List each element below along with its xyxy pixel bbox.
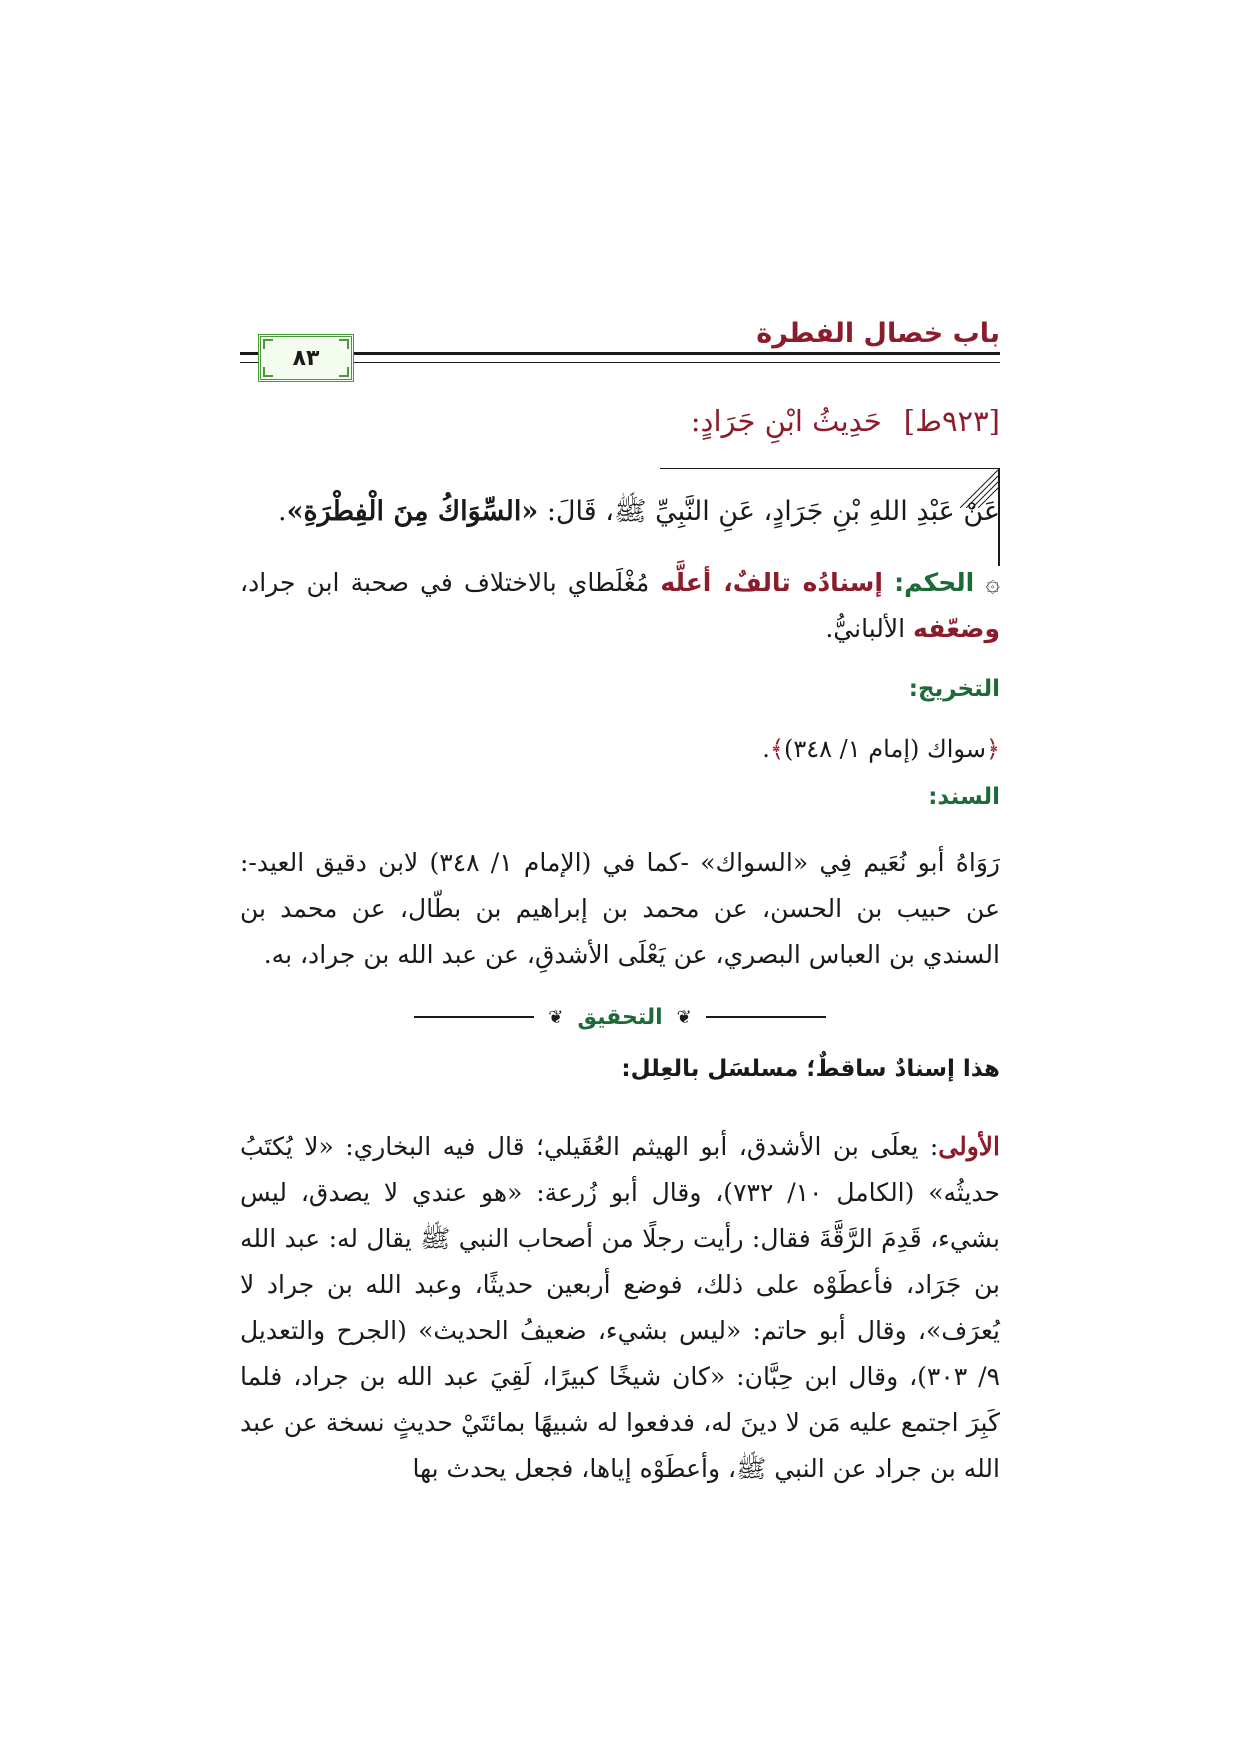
sanad-text: رَوَاهُ أبو نُعَيم فِي «السواك» -كما في (الإمام ١/ ٣٤٨) لابن دقيق العيد-: عن حبيب بن الحسن، عن محمد بن إبراهيم بن بطّال، عن محمد بن السندي بن العباس البصري، عن يَعْلَى الأشدقِ، عن عبد الله بن جراد، به. xyxy=(240,848,1000,969)
header-rule-right-thin xyxy=(354,362,1000,363)
chapter-title: باب خصال الفطرة xyxy=(756,318,1000,349)
ornament-icon: ❦ xyxy=(548,1006,564,1028)
first-defect-label: الأولى xyxy=(938,1132,1000,1161)
takhrij-label: التخريج: xyxy=(908,676,1000,702)
header-rule-left-thin xyxy=(240,362,258,363)
tahqiq-summary: هذا إسنادٌ ساقطٌ؛ مسلسَل بالعِلل: xyxy=(621,1056,1000,1082)
sanad-label: السند: xyxy=(928,784,1000,810)
header-rule-left xyxy=(240,352,258,355)
flower-icon: ۞ xyxy=(985,568,1000,597)
ruling-paragraph xyxy=(240,560,1000,652)
header-rule-right xyxy=(354,352,1000,355)
bracket-close: ﴾ xyxy=(769,735,784,763)
hadith-heading xyxy=(691,404,1000,438)
hadith-number: [٩٢٣ط] xyxy=(903,404,1000,438)
hadith-text xyxy=(240,490,1000,534)
ruling-verdict: إسنادُه تالفٌ، أعلَّه xyxy=(660,568,883,597)
ornament-icon: ❦ xyxy=(676,1006,692,1028)
page-number: ٨٣ xyxy=(292,345,320,371)
ruling-weakened: وضعّفه xyxy=(913,614,1000,643)
ruling-label: الحكم: xyxy=(894,568,975,597)
hadith-title: حَدِيثُ ابْنِ جَرَادٍ: xyxy=(690,404,882,438)
takhrij-text xyxy=(240,726,1000,772)
tahqiq-title: التحقيق xyxy=(577,1004,663,1030)
first-defect-text: : يعلَى بن الأشدق، أبو الهيثم العُقَيلي؛ قال فيه البخاري: «لا يُكتَبُ حديثُه» (الكامل ١٠/ ٧٣٢)، وقال أبو زُرعة: «هو عندي لا يصدق، ليس بشيء، قَدِمَ الرَّقَّةَ فقال: رأيت رجلًا من أصحاب النبي ﷺ يقال له: عبد الله بن جَرَاد، فأعطَوْه على ذلك، فوضع أربعين حديثًا، وعبد الله بن جراد لا يُعرَف»، وقال أبو حاتم: «ليس بشيء، ضعيفُ الحديث» (الجرح والتعديل ٩/ ٣٠٣)، وقال ابن حِبَّان: «كان شيخًا كبيرًا، لَقِيَ عبد الله بن جراد، فلما كَبِرَ اجتمع عليه مَن لا دينَ له، فدفعوا له شبيهًا بمائتَيْ حديثٍ نسخة عن عبد الله بن جراد عن النبي ﷺ، وأعطَوْه إياها، فجعل يحدث بها xyxy=(240,1132,1000,1483)
ruling-text-end: الألبانيُّ. xyxy=(825,614,914,643)
hadith-text-prefix: عَنْ عَبْدِ اللهِ بْنِ جَرَادٍ، عَنِ النَّبِيِّ ﷺ، قَالَ: xyxy=(538,496,1000,527)
hadith-text-end: . xyxy=(277,496,287,527)
takhrij-end: . xyxy=(762,735,770,763)
page-number-badge xyxy=(258,334,354,382)
first-defect-paragraph xyxy=(240,1124,1000,1492)
ruling-text: مُغْلَطاي بالاختلاف في صحبة ابن جراد، xyxy=(240,568,661,597)
bracket-open: ﴿ xyxy=(985,735,1000,763)
tahqiq-divider xyxy=(240,1002,1000,1032)
takhrij-source: سواك (إمام ١/ ٣٤٨) xyxy=(784,735,986,763)
hadith-quote: «السِّوَاكُ مِنَ الْفِطْرَةِ» xyxy=(286,496,539,527)
